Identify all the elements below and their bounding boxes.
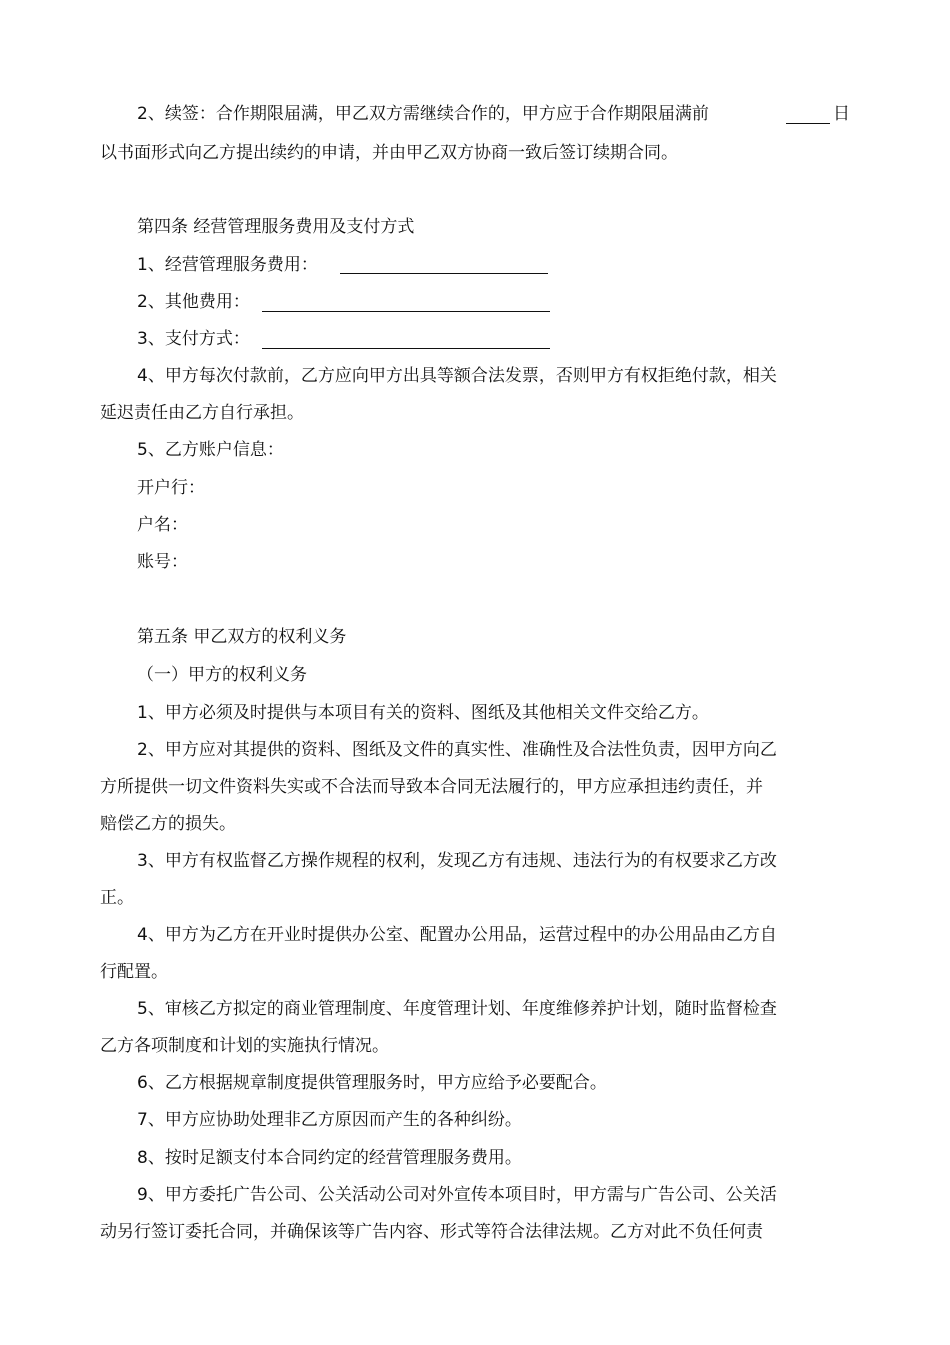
invoice-clause-line-2: 延迟责任由乙方自行承担。 [100, 403, 304, 423]
paragraph-line: 行配置。 [100, 962, 168, 982]
paragraph-line: 动另行签订委托合同，并确保该等广告内容、形式等符合法律法规。乙方对此不负任何责 [100, 1222, 763, 1242]
account-number-label: 账号： [137, 552, 188, 572]
paragraph-line: 6、乙方根据规章制度提供管理服务时，甲方应给予必要配合。 [137, 1073, 607, 1093]
service-fee-blank [340, 257, 548, 274]
paragraph-line: 4、甲方为乙方在开业时提供办公室、配置办公用品，运营过程中的办公用品由乙方自 [137, 925, 777, 945]
other-fees-label: 2、其他费用： [137, 292, 250, 312]
service-fee-label: 1、经营管理服务费用： [137, 255, 318, 275]
account-info-label: 5、乙方账户信息： [137, 440, 284, 460]
party-a-subheading: （一）甲方的权利义务 [137, 665, 307, 685]
paragraph-line: 正。 [100, 888, 134, 908]
renewal-days-suffix: 日 [833, 104, 850, 124]
paragraph-line: 乙方各项制度和计划的实施执行情况。 [100, 1036, 389, 1056]
paragraph-line: 2、甲方应对其提供的资料、图纸及文件的真实性、准确性及合法性负责，因甲方向乙 [137, 740, 777, 760]
invoice-clause-line-1: 4、甲方每次付款前，乙方应向甲方出具等额合法发票，否则甲方有权拒绝付款，相关 [137, 366, 777, 386]
paragraph-line: 3、甲方有权监督乙方操作规程的权利，发现乙方有违规、违法行为的有权要求乙方改 [137, 851, 777, 871]
paragraph-line: 赔偿乙方的损失。 [100, 814, 236, 834]
renewal-days-blank [786, 107, 830, 124]
paragraph-line: 7、甲方应协助处理非乙方原因而产生的各种纠纷。 [137, 1110, 522, 1130]
paragraph-line: 方所提供一切文件资料失实或不合法而导致本合同无法履行的，甲方应承担违约责任，并 [100, 777, 763, 797]
payment-method-label: 3、支付方式： [137, 329, 250, 349]
paragraph-line: 8、按时足额支付本合同约定的经营管理服务费用。 [137, 1148, 522, 1168]
bank-label: 开户行： [137, 478, 205, 498]
account-name-label: 户名： [137, 515, 188, 535]
article-4-heading: 第四条 经营管理服务费用及支付方式 [137, 217, 415, 237]
renewal-clause-line-2: 以书面形式向乙方提出续约的申请，并由甲乙双方协商一致后签订续期合同。 [100, 143, 678, 163]
other-fees-blank [262, 295, 550, 312]
article-5-heading: 第五条 甲乙双方的权利义务 [137, 627, 347, 647]
paragraph-line: 1、甲方必须及时提供与本项目有关的资料、图纸及其他相关文件交给乙方。 [137, 703, 709, 723]
paragraph-line: 5、审核乙方拟定的商业管理制度、年度管理计划、年度维修养护计划，随时监督检查 [137, 999, 777, 1019]
paragraph-line: 9、甲方委托广告公司、公关活动公司对外宣传本项目时，甲方需与广告公司、公关活 [137, 1185, 777, 1205]
renewal-clause-line-1: 2、续签：合作期限届满，甲乙双方需继续合作的，甲方应于合作期限届满前 [137, 104, 709, 124]
payment-method-blank [262, 332, 550, 349]
